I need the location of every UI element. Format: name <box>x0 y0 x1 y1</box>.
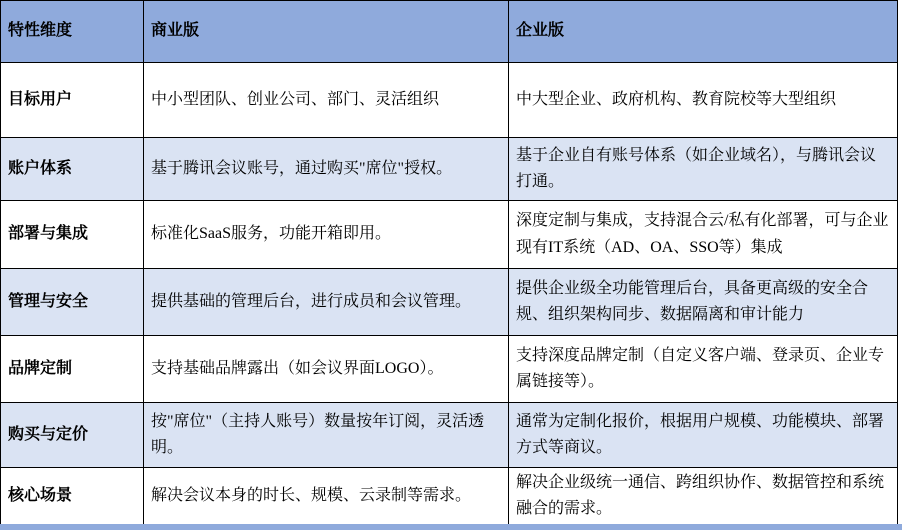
commercial-cell: 基于腾讯会议账号，通过购买"席位"授权。 <box>144 138 509 201</box>
table-row-deployment-integration <box>1 201 898 269</box>
enterprise-cell: 通常为定制化报价，根据用户规模、功能模块、部署方式等商议。 <box>509 403 898 468</box>
row-label: 部署与集成 <box>1 201 144 269</box>
commercial-cell: 解决会议本身的时长、规模、云录制等需求。 <box>144 468 509 526</box>
commercial-cell: 提供基础的管理后台，进行成员和会议管理。 <box>144 269 509 336</box>
column-header-feature-dimension: 特性维度 <box>1 1 144 63</box>
enterprise-cell: 中大型企业、政府机构、教育院校等大型组织 <box>509 63 898 138</box>
enterprise-cell: 提供企业级全功能管理后台，具备更高级的安全合规、组织架构同步、数据隔离和审计能力 <box>509 269 898 336</box>
table-row-brand-customization <box>1 336 898 403</box>
enterprise-cell: 深度定制与集成，支持混合云/私有化部署，可与企业现有IT系统（AD、OA、SSO等）集成 <box>509 201 898 269</box>
partially-visible-next-row <box>0 524 902 530</box>
row-label: 购买与定价 <box>1 403 144 468</box>
row-label: 核心场景 <box>1 468 144 526</box>
table-header-row <box>1 1 898 63</box>
enterprise-cell: 基于企业自有账号体系（如企业域名），与腾讯会议打通。 <box>509 138 898 201</box>
table-row-target-users <box>1 63 898 138</box>
table-row-core-scenarios <box>1 468 898 526</box>
row-label: 账户体系 <box>1 138 144 201</box>
commercial-cell: 支持基础品牌露出（如会议界面LOGO）。 <box>144 336 509 403</box>
commercial-cell: 按"席位"（主持人账号）数量按年订阅，灵活透明。 <box>144 403 509 468</box>
enterprise-cell: 支持深度品牌定制（自定义客户端、登录页、企业专属链接等）。 <box>509 336 898 403</box>
column-header-enterprise-edition: 企业版 <box>509 1 898 63</box>
row-label: 目标用户 <box>1 63 144 138</box>
row-label: 管理与安全 <box>1 269 144 336</box>
commercial-cell: 标准化SaaS服务，功能开箱即用。 <box>144 201 509 269</box>
table-row-management-security <box>1 269 898 336</box>
column-header-commercial-edition: 商业版 <box>144 1 509 63</box>
table-row-purchase-pricing <box>1 403 898 468</box>
commercial-cell: 中小型团队、创业公司、部门、灵活组织 <box>144 63 509 138</box>
row-label: 品牌定制 <box>1 336 144 403</box>
enterprise-cell: 解决企业级统一通信、跨组织协作、数据管控和系统融合的需求。 <box>509 468 898 526</box>
table-row-account-system <box>1 138 898 201</box>
